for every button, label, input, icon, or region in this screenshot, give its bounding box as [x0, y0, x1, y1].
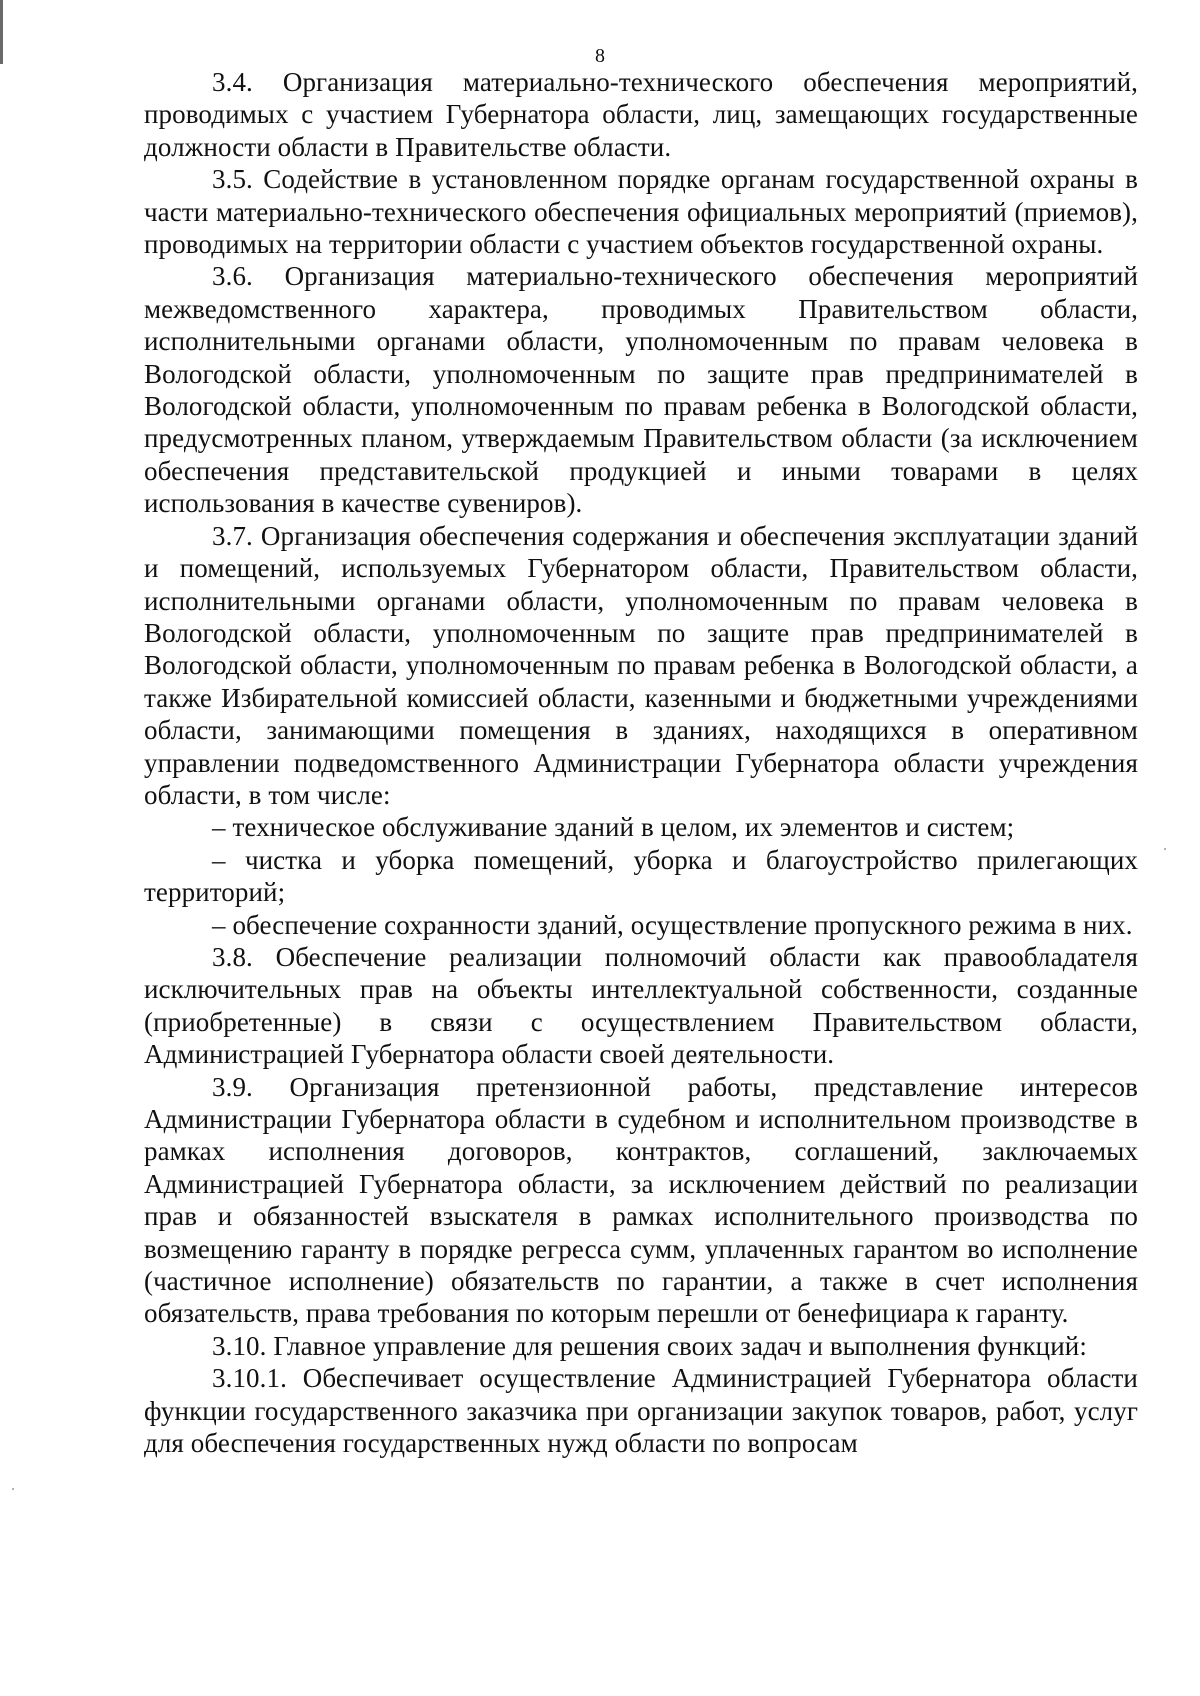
paragraph-3-10: 3.10. Главное управление для решения своих задач и выполнения функций: — [212, 1330, 1087, 1361]
document-body — [144, 66, 1138, 1459]
paragraph-3-8: 3.8. Обеспечение реализации полномочий области как правообладателя исключительных прав на объекты интеллектуальной собственности, созданные (приобретенные) в связи с осуществлением Правительством области, Администрацией Губернатора области своей деятельности. — [144, 941, 1138, 1070]
paragraph-3-7: 3.7. Организация обеспечения содержания и обеспечения эксплуатации зданий и помещений, используемых Губернатором области, Правительством области, исполнительными органами области, уполномоченным по правам человека в Вологодской области, уполномоченным по защите прав предпринимателей в Вологодской области, уполномоченным по правам ребенка в Вологодской области, а также Избирательной комиссией области, казенными и бюджетными учреждениями области, занимающими помещения в зданиях, находящихся в оперативном управлении подведомственного Администрации Губернатора области учреждения области, в том числе: — [144, 520, 1138, 810]
paragraph-3-9: 3.9. Организация претензионной работы, представление интересов Администрации Губернатора области в судебном и исполнительном производстве в рамках исполнения договоров, контрактов, соглашений, заключаемых Администрацией Губернатора области, за исключением действий по реализации прав и обязанностей взыскателя в рамках исполнительного производства по возмещению гаранту в порядке регресса сумм, уплаченных гарантом во исполнение (частичное исполнение) обязательств по гарантии, а также в счет исполнения обязательств, права требования по которым перешли от бенефициара к гаранту. — [144, 1071, 1138, 1329]
scan-speck — [12, 1488, 14, 1490]
paragraph-3-5: 3.5. Содействие в установленном порядке органам государственной охраны в части материально-технического обеспечения официальных мероприятий (приемов), проводимых на территории области с участием объектов государственной охраны. — [144, 164, 1138, 260]
list-item-security: – обеспечение сохранности зданий, осуществление пропускного режима в них. — [212, 909, 1133, 940]
list-item-cleaning: – чистка и уборка помещений, уборка и благоустройство прилегающих территорий; — [144, 844, 1138, 908]
list-item-maintenance: – техническое обслуживание зданий в целом, их элементов и систем; — [212, 812, 1015, 843]
paragraph-3-6: 3.6. Организация материально-технического обеспечения мероприятий межведомственного характера, проводимых Правительством области, исполнительными органами области, уполномоченным по правам человека в Вологодской области, уполномоченным по защите прав предпринимателей в Вологодской области, уполномоченным по правам ребенка в Вологодской области, предусмотренных планом, утверждаемым Правительством области (за исключением обеспечения представительской продукцией и иными товарами в целях использования в качестве сувениров). — [144, 261, 1138, 519]
scan-speck — [1164, 848, 1166, 850]
paragraph-3-10-1: 3.10.1. Обеспечивает осуществление Администрацией Губернатора области функции государственного заказчика при организации закупок товаров, работ, услуг для обеспечения государственных нужд области по вопросам — [144, 1363, 1138, 1459]
paragraph-3-4: 3.4. Организация материально-технического обеспечения мероприятий, проводимых с участием Губернатора области, лиц, замещающих государственные должности области в Правительстве области. — [144, 67, 1138, 162]
page-number: 8 — [595, 45, 605, 67]
